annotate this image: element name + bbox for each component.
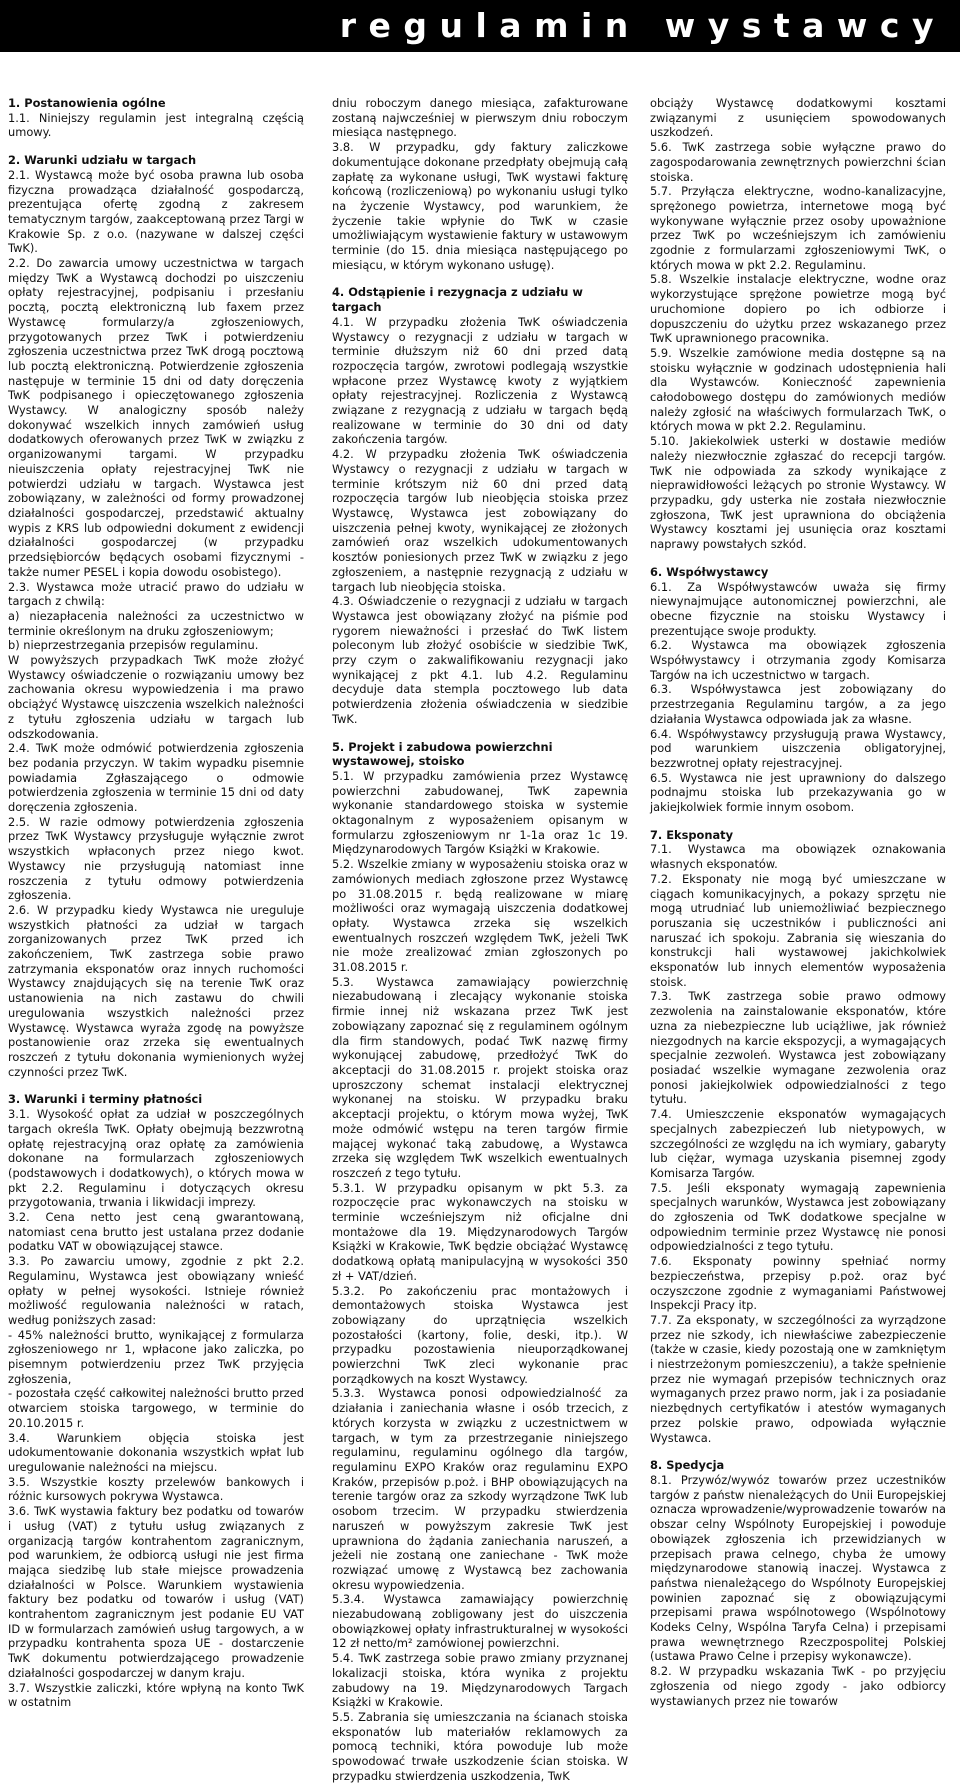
paragraph: 2.2. Do zawarcia umowy uczestnictwa w targach między TwK a Wystawcą dochodzi po uiszczeniu opłaty rejestracyjnej, podpisaniu i przesłaniu pocztą, pocztą elektroniczną lub faxem przez Wystawcę formularzy/a zgłoszeniowych, przygotowanych przez TwK i potwierdzeniu zgłoszenia uczestnictwa przez TwK drogą pocztową lub pocztą elektroniczną. Potwierdzenie zgłoszenia następuje w terminie 15 dni od daty doręczenia TwK podpisanego i opieczętowanego zgłoszenia Wystawcy. W analogiczny sposób należy dokonywać wszelkich innych zamówień usług dodatkowych oferowanych przez TwK w związku z organizowanymi targami. W przypadku nieuiszczenia opłaty rejestracyjnej TwK nie potwierdzi udziału w targach. Wystawca jest zobowiązany, w zależności od formy prowadzonej działalności gospodarczej, przedstawić aktualny wypis z KRS lub odpowiedni dokument z ewidencji działalności gospodarczej (w przypadku przedsiębiorców będących osobami fizycznymi - także numer PESEL i kopia dowodu osobistego). [8,256,304,579]
paragraph: 2.6. W przypadku kiedy Wystawca nie ureguluje wszystkich płatności za udział w targach zorganizowanych przez TwK przed ich zakończeniem, TwK zastrzega sobie prawo zatrzymania eksponatów oraz innych ruchomości Wystawcy znajdujących się na terenie TwK oraz ustanowienia na nich zastawu do chwili uregulowania wszystkich należności przez Wystawcę. Wystawca wyraża zgodę na powyższe postanowienie oraz zrzeka się ewentualnych roszczeń z tytułu dokonania wymienionych wyżej czynności przez TwK. [8,902,304,1079]
paragraph: 7.1. Wystawca ma obowiązek oznakowania własnych eksponatów. [650,842,946,872]
paragraph: 3.2. Cena netto jest ceną gwarantowaną, natomiast cena brutto jest ustalana przez dodanie podatku VAT w obowiązującej stawce. [8,1210,304,1254]
paragraph: - pozostała część całkowitej należności brutto przed otwarciem stoiska targowego, w terminie do 20.10.2015 r. [8,1386,304,1430]
paragraph: 2.4. TwK może odmówić potwierdzenia zgłoszenia bez podania przyczyn. W takim wypadku pisemnie powiadamia Zgłaszającego o odmowie potwierdzenia zgłoszenia w terminie 15 dni od daty doręczenia zgłoszenia. [8,741,304,815]
paragraph: 5.8. Wszelkie instalacje elektryczne, wodne oraz wykorzystujące sprężone powietrze mogą być uruchomione dopiero po ich odbiorze i dopuszczeniu do użytku przez wskazanego przez TwK uprawnionego pracownika. [650,272,946,346]
paragraph: 6.4. Współwystawcy przysługują prawa Wystawcy, pod warunkiem uiszczenia obligatoryjnej, bezzwrotnej opłaty rejestracyjnej. [650,726,946,770]
section-gap [332,272,628,285]
paragraph: 5.5. Zabrania się umieszczania na ścianach stoiska eksponatów lub materiałów reklamowych za pomocą techniki, która powoduje lub może spowodować trwałe uszkodzenie ścian stoiska. W przypadku stwierdzenia uszkodzenia, TwK [332,1709,628,1783]
paragraph: 5.3.4. Wystawca zamawiający powierzchnię niezabudowaną zobligowany jest do uiszczenia obowiązkowej opłaty infrastrukturalnej w wysokości 12 zł netto/m² zamówionej powierzchni. [332,1592,628,1651]
paragraph: 3.3. Po zawarciu umowy, zgodnie z pkt 2.2. Regulaminu, Wystawca jest obowiązany wnieść opłaty w pełnej wysokości. Istnieje również możliwość regulowania należności w ratach, według poniższych zasad: [8,1254,304,1327]
paragraph: 4.3. Oświadczenie o rezygnacji z udziału w targach Wystawca jest obowiązany złożyć na piśmie pod rygorem nieważności i przesłać do TwK listem poleconym lub złożyć osobiście w siedzibie TwK, przy czym o zakwalifikowaniu rezygnacji jako wynikającej z pkt 4.1. lub 4.2. Regulaminu decyduje data stempla pocztowego lub data potwierdzenia złożenia oświadczenia w siedzibie TwK. [332,594,628,726]
paragraph: 5.10. Jakiekolwiek usterki w dostawie mediów należy niezwłocznie zgłaszać do recepcji targów. TwK nie odpowiada za szkody wynikające z nieprawidłowości leżących po stronie Wystawcy. W przypadku, gdy usterka nie została niezwłocznie zgłoszona, TwK jest uprawniona do obciążenia Wystawcy kosztami jej usunięcia oraz kosztami naprawy powstałych szkód. [650,434,946,552]
section-gap [332,727,628,740]
section-gap [8,140,304,153]
paragraph: 2.3. Wystawca może utracić prawo do udziału w targach z chwilą: [8,579,304,609]
paragraph: 5.2. Wszelkie zmiany w wyposażeniu stoiska oraz w zamówionych mediach zgłoszone przez Wystawcę po 31.08.2015 r. będą realizowane w miarę możliwości oraz wymagają uiszczenia dodatkowej opłaty. Wystawca zrzeka się wszelkich ewentualnych roszczeń względem TwK, jeżeli TwK nie może zrealizować zmian zgłoszonych po 31.08.2015 r. [332,857,628,975]
paragraph: 5.3. Wystawca zamawiający powierzchnię niezabudowaną i zlecający wykonanie stoiska firmie innej niż wskazana przez TwK jest zobowiązany zapoznać się z regulaminem ogólnym dla firm standowych, podać TwK nazwę firmy wykonującej zabudowę, przedłożyć TwK do akceptacji do 31.08.2015 r. projekt stoiska oraz uproszczony schemat instalacji elektrycznej wykonanej na stoisku. W przypadku braku akceptacji projektu, o którym mowa wyżej, TwK może odmówić wstępu na teren targów firmie mającej wykonać taką zabudowę, a Wystawca zrzeka się względem TwK wszelkich ewentualnych roszczeń z tego tytułu. [332,974,628,1180]
paragraph: 7.4. Umieszczenie eksponatów wymagających specjalnych zabezpieczeń lub nietypowych, w szczególności ze względu na ich wymiary, gabaryty lub ciężar, wymaga uzyskania pisemnej zgody Komisarza Targów. [650,1107,946,1180]
paragraph: 5.3.3. Wystawca ponosi odpowiedzialność za działania i zaniechania własne i osób trzecich, z których korzysta w związku z uczestnictwem w targach, w tym za przestrzeganie niniejszego regulaminu, regulaminu ogólnego dla targów, regulaminu EXPO Kraków oraz regulaminu EXPO Kraków, przepisów p.poż. i BHP obowiązujących na terenie targów oraz za szkody wyrządzone TwK lub osobom trzecim. W przypadku stwierdzenia naruszeń w powyższym zakresie TwK jest uprawniona do żądania zaniechania naruszeń, a jeżeli nie zostaną one zaniechane - TwK może rozwiązać umowę z Wystawcą bez zachowania okresu wypowiedzenia. [332,1386,628,1592]
paragraph: 6.1. Za Współwystawców uważa się firmy niewynajmujące autonomicznej powierzchni, ale obecne fizycznie na stoisku Wystawcy i prezentujące swoje produkty. [650,579,946,638]
paragraph: 6.2. Wystawca ma obowiązek zgłoszenia Współwystawcy i otrzymania zgody Komisarza Targów na ich uczestnictwo w targach. [650,638,946,682]
paragraph: 3.6. TwK wystawia faktury bez podatku od towarów i usług (VAT) z tytułu usług związanych z organizacją targów kontrahentom zagranicznym, pod warunkiem, że odbiorcą usługi nie jest firma mająca siedzibę lub stałe miejsce prowadzenia działalności w Polsce. Warunkiem wystawienia faktury bez podatku od towarów i usług (VAT) kontrahentom zagranicznym jest podanie EU VAT ID w formularzach zamówień usług targowych, a w przypadku kontrahenta spoza UE - dostarczenie TwK dokumentu potwierdzającego prowadzenie działalności gospodarczej w danym kraju. [8,1504,304,1680]
text-column-3 [650,96,946,1708]
paragraph: 3.1. Wysokość opłat za udział w poszczególnych targach określa TwK. Opłaty obejmują bezzwrotną opłatę rejestracyjną oraz opłatę za zamówienia dokonane na formularzach zgłoszeniowych (podstawowych i dodatkowych), o których mowa w pkt 2.2. Regulaminu i dotyczących okresu przygotowania, trwania i likwidacji imprezy. [8,1107,304,1210]
section-heading: 2. Warunki udziału w targach [8,153,197,168]
paragraph: 5.3.2. Po zakończeniu prac montażowych i demontażowych stoiska Wystawca jest zobowiązany do uprzątnięcia wszelkich pozostałości (kartony, folie, deski, itp.). W przypadku pozostawienia nieuporządkowanej powierzchni TwK zleci wykonanie prac porządkowych na koszt Wystawcy. [332,1283,628,1386]
paragraph: dniu roboczym danego miesiąca, zafakturowane zostaną najwcześniej w pierwszym dniu roboczym miesiąca następnego. [332,96,628,140]
paragraph: obciąży Wystawcę dodatkowymi kosztami związanymi z usunięciem spowodowanych uszkodzeń. [650,96,946,140]
section-gap [650,815,946,828]
paragraph: 2.1. Wystawcą może być osoba prawna lub osoba fizyczna prowadząca działalność gospodarczą, prezentująca ofertę zgodną z zakresem tematycznym targów, zaakceptowaną przez Targi w Krakowie Sp. z o.o. (nazywane w dalszej części TwK). [8,167,304,256]
paragraph: 5.1. W przypadku zamówienia przez Wystawcę powierzchni zabudowanej, TwK zapewnia wykonanie standardowego stoiska w systemie oktagonalnym z wyposażeniem opisanym w formularzu zgłoszeniowym nr 1-1a oraz 1c 19. Międzynarodowych Targów Książki w Krakowie. [332,768,628,857]
paragraph: 4.1. W przypadku złożenia TwK oświadczenia Wystawcy o rezygnacji z udziału w targach w terminie dłuższym niż 60 dni przed datą rozpoczęcia targów, zwrotowi podlegają wszystkie wpłacone przez Wystawcę kwoty z wyjątkiem opłaty rejestracyjnej. Rozliczenia z Wystawcą związane z rezygnacją z udziału w targach będą realizowane w terminie do 30 dni od daty zakończenia targów. [332,314,628,447]
paragraph: 5.7. Przyłącza elektryczne, wodno-kanalizacyjne, sprężonego powietrza, internetowe mogą być wykonywane wyłącznie przez osoby upoważnione przez TwK po wcześniejszym ich zamówieniu zgodnie z formularzami zgłoszeniowymi TwK, o których mowa w pkt 2.2. Regulaminu. [650,184,946,272]
section-heading: 8. Spedycja [650,1458,725,1473]
paragraph: 4.2. W przypadku złożenia TwK oświadczenia Wystawcy o rezygnacji z udziału w targach w terminie krótszym niż 60 dni przed datą rozpoczęcia targów lub nieobjęcia stoiska przez Wystawcę, Wystawca jest zobowiązany do uiszczenia pełnej kwoty, wynikającej ze złożonych zamówień oraz wszelkich udokumentowanych kosztów poniesionych przez TwK w związku z jego zgłoszeniem, a następnie rezygnacją z udziału w targach lub nieobjęcia stoiska. [332,447,628,594]
section-heading: 4. Odstąpienie i rezygnacja z udziału w targach [332,285,583,315]
paragraph: 3.7. Wszystkie zaliczki, które wpłyną na konto TwK w ostatnim [8,1680,304,1710]
paragraph: 6.3. Współwystawca jest zobowiązany do przestrzegania Regulaminu targów, a za jego działania Wystawca odpowiada jak za własne. [650,682,946,726]
paragraph: b) nieprzestrzegania przepisów regulaminu. [8,638,259,653]
paragraph: 1.1. Niniejszy regulamin jest integralną częścią umowy. [8,110,304,140]
paragraph: 7.2. Eksponaty nie mogą być umieszczane w ciągach komunikacyjnych, a pokazy sprzętu nie mogą utrudniać lub uniemożliwiać bezpiecznego poruszania się uczestników i publiczności ani naruszać ich spokoju. Zabrania się wieszania do konstrukcji hali wystawowej jakichkolwiek eksponatów lub innych elementów wyposażenia stoisk. [650,871,946,989]
paragraph: 5.9. Wszelkie zamówione media dostępne są na stoisku wyłącznie w godzinach udostępnienia hali dla Wystawców. Konieczność zapewnienia całodobowego dostępu do zamówionych mediów należy zgłosić na właściwych formularzach TwK, o których mowa w pkt 2.2. Regulaminu. [650,345,946,434]
section-heading: 3. Warunki i terminy płatności [8,1092,203,1107]
section-gap [650,1445,946,1458]
paragraph: 7.6. Eksponaty powinny spełniać normy bezpieczeństwa, przepisy p.poż. oraz być oczyszczone zgodnie z wymaganiami Państwowej Inspekcji Pracy itp. [650,1254,946,1313]
paragraph: 3.5. Wszystkie koszty przelewów bankowych i różnic kursowych pokrywa Wystawca. [8,1474,304,1504]
paragraph: W powyższych przypadkach TwK może złożyć Wystawcy oświadczenie o rozwiązaniu umowy bez zachowania okresu wypowiedzenia i ma prawo obciążyć Wystawcę uiszczenia wszelkich należności z tytułu zgłoszenia udziału w targach lub odszkodowania. [8,653,304,741]
paragraph: 7.7. Za eksponaty, w szczególności za wyrządzone przez nie szkody, ich niewłaściwe zabezpieczenie (także w czasie, kiedy pozostają one w zamkniętym i niestrzeżonym pomieszczeniu), a także spełnienie przez nie wymagań przepisów technicznych oraz wymaganych przez prawo norm, jak i za posiadanie niezbędnych certyfikatów i atestów wymaganych przez polskie prawo, odpowiada wyłącznie Wystawca. [650,1312,946,1445]
paragraph: 8.1. Przywóz/wywóz towarów przez uczestników targów z państw nienależących do Unii Europejskiej oznacza wprowadzenie/wyprowadzenie towarów na obszar celny Wspólnoty Europejskiej i powoduje obowiązek zgłoszenia ich przewidzianych w przepisach prawa celnego, chyba że umowy międzynarodowe stanowią inaczej. Wystawca z państwa nienależącego do Wspólnoty Europejskiej powinien zapoznać się z obowiązującymi przepisami prawa wspólnotowego (Wspólnotowy Kodeks Celny, Wspólna Taryfa Celna) i przepisami prawa wewnętrznego Rzeczpospolitej Polskiej (ustawa Prawo Celne i przepisy wykonawcze). [650,1472,946,1664]
paragraph: 2.5. W razie odmowy potwierdzenia zgłoszenia przez TwK Wystawcy przysługuje wyłącznie zwrot wszystkich wpłaconych przez niego kwot. Wystawcy nie przysługują natomiast inne roszczenia z tytułu odmowy potwierdzenia zgłoszenia. [8,814,304,903]
paragraph: - 45% należności brutto, wynikającej z formularza zgłoszeniowego nr 1, wpłacone jako zaliczka, po pisemnym potwierdzeniu przez TwK przyjęcia zgłoszenia, [8,1327,304,1386]
section-gap [8,1079,304,1092]
text-column-1 [8,96,304,1710]
paragraph: 6.5. Wystawca nie jest uprawniony do dalszego podnajmu stoiska lub przekazywania go w jakiejkolwiek formie innym osobom. [650,770,946,815]
paragraph: 8.2. W przypadku wskazania TwK - po przyjęciu zgłoszenia od niego zgody - jako odbiorcy wystawianych przez nie towarów [650,1664,946,1708]
section-heading: 7. Eksponaty [650,827,733,842]
paragraph: 7.5. Jeśli eksponaty wymagają zapewnienia specjalnych warunków, Wystawca jest zobowiązany do zgłoszenia od TwK dodatkowe specjalne w odpowiednim terminie przez Wystawcę nie ponosi odpowiedzialności z tego tytułu. [650,1180,946,1254]
text-column-2 [332,96,628,1783]
page-title: regulamin wystawcy [339,6,946,45]
title-bar [0,0,960,52]
section-gap [650,552,946,565]
paragraph: 5.3.1. W przypadku opisanym w pkt 5.3. za rozpoczęcie prac wykonawczych na stoisku w terminie wcześniejszym niż oficjalne dni montażowe dla 19. Międzynarodowych Targów Książki w Krakowie, TwK będzie obciążać Wystawcę dodatkową opłatą manipulacyjną w wysokości 350 zł + VAT/dzień. [332,1180,628,1283]
section-heading: 1. Postanowienia ogólne [8,96,166,110]
paragraph: 3.4. Warunkiem objęcia stoiska jest udokumentowanie dokonania wszystkich wpłat lub uregulowanie należności na miejscu. [8,1430,304,1474]
paragraph: a) niezapłacenia należności za uczestnictwo w terminie określonym na druku zgłoszeniowym; [8,608,304,638]
paragraph: 7.3. TwK zastrzega sobie prawo odmowy zezwolenia na zainstalowanie eksponatów, które uzna za niebezpieczne lub uciążliwe, jak również niezgodnych na karcie ekspozycji, a wymagających specjalnie zezwoleń. Wystawca jest zobowiązany posiadać wszelkie wymagane zezwolenia oraz ponosi jakiejkolwiek odpowiedzialności z tego tytułu. [650,989,946,1107]
paragraph: 5.4. TwK zastrzega sobie prawo zmiany przyznanej lokalizacji stoiska, która wynika z projektu zabudowy na 19. Międzynarodowych Targach Książki w Krakowie. [332,1651,628,1710]
paragraph: 5.6. TwK zastrzega sobie wyłączne prawo do zagospodarowania zewnętrznych powierzchni ścian stoiska. [650,140,946,184]
section-heading: 6. Współwystawcy [650,564,769,579]
paragraph: 3.8. W przypadku, gdy faktury zaliczkowe dokumentujące dokonane przedpłaty obejmują całą zapłatę za wykonane usługi, TwK wystawi fakturę końcową (rozliczeniową) po wykonaniu usługi tylko na życzenie Wystawcy, pod warunkiem, że życzenie takie wpłynie do TwK w czasie umożliwiającym wystawienie faktury w ustawowym terminie (do 15. dnia miesiąca następującego po miesiącu, w którym wykonano usługę). [332,140,628,272]
section-heading: 5. Projekt i zabudowa powierzchni wystawowej, stoisko [332,739,553,769]
